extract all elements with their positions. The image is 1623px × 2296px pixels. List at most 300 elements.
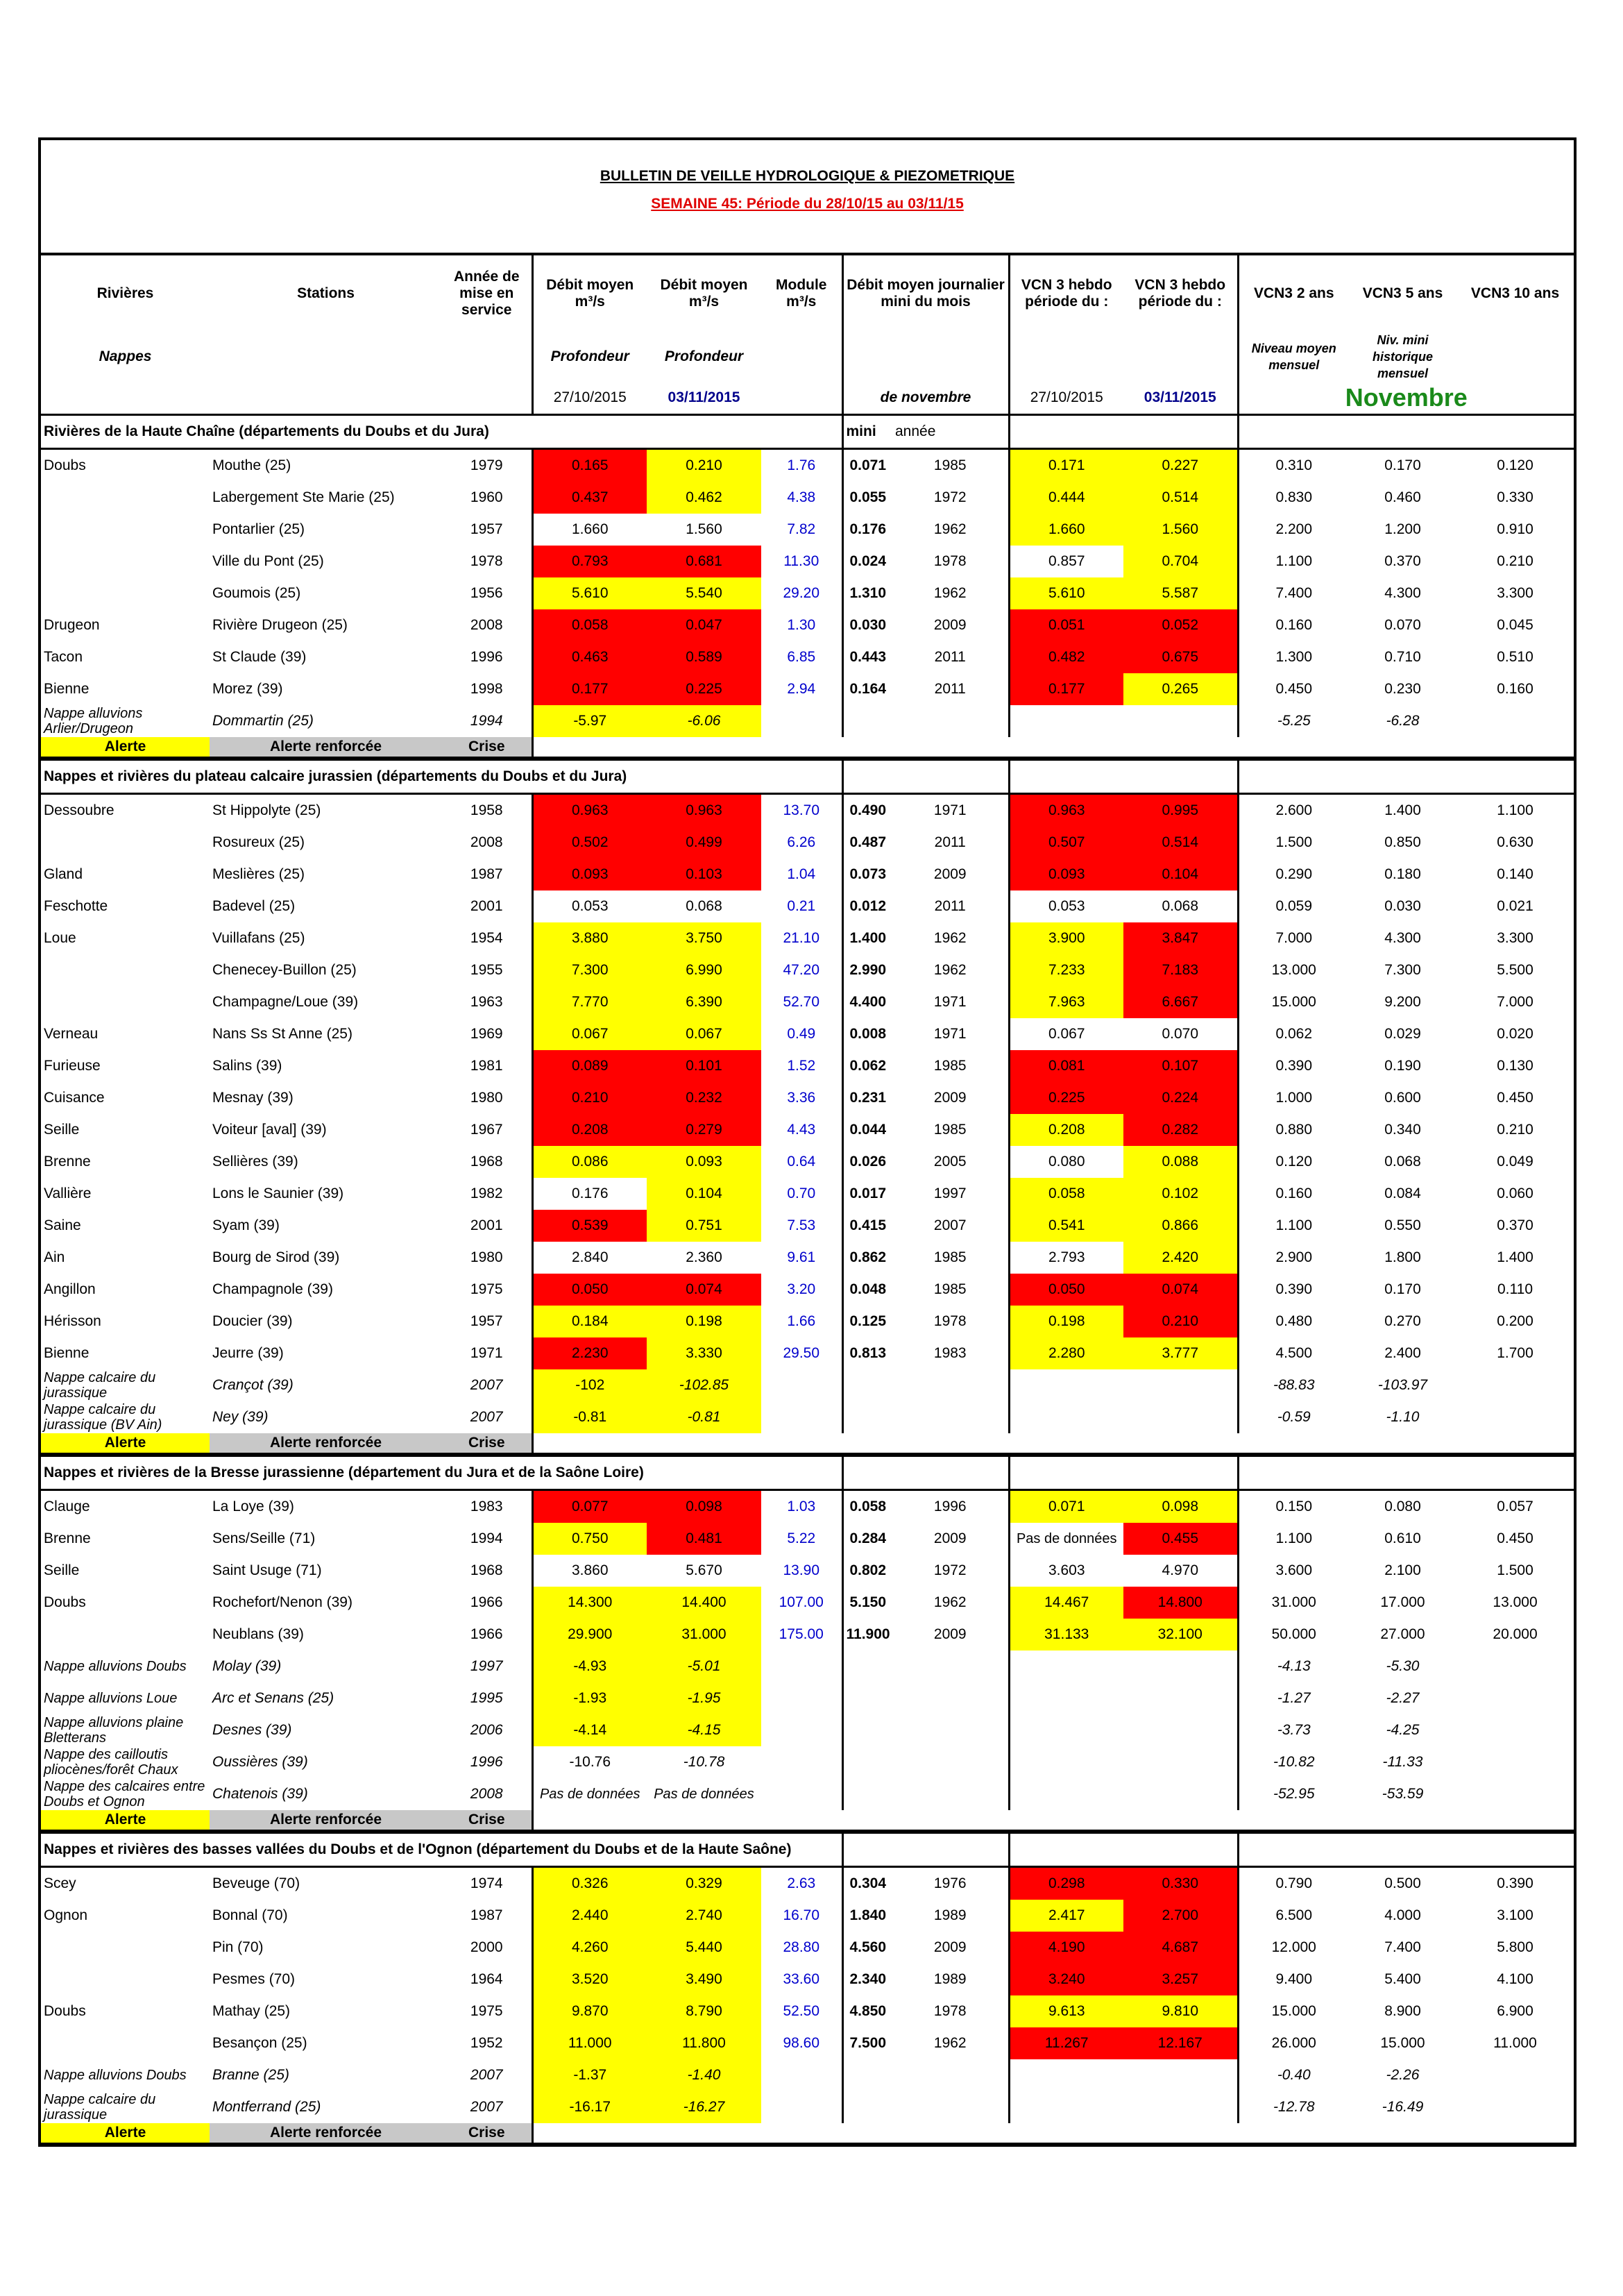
station-row <box>40 1274 1575 1306</box>
profondeur-03-11: Pas de données <box>647 1778 761 1810</box>
station-name: Goumois (25) <box>212 585 301 601</box>
debit-03-11: 3.490 <box>647 1964 761 1995</box>
debit-mini-value: 0.176 <box>842 514 892 546</box>
debit-mini-value: 11.900 <box>842 1619 892 1651</box>
vcn3-5ans-value: 5.400 <box>1384 1971 1421 1987</box>
vcn3-2ans-value: 1.100 <box>1238 1523 1349 1555</box>
station-year: 1983 <box>470 1499 503 1514</box>
vcn3-hebdo-27-10: 0.177 <box>1009 673 1123 705</box>
module-value: 1.66 <box>787 1313 816 1329</box>
vcn3-5ans-value: 0.029 <box>1384 1026 1421 1042</box>
col-stations: Stations <box>297 285 355 301</box>
station-year: 1979 <box>470 457 503 473</box>
niv-mini-value: -1.10 <box>1386 1409 1420 1425</box>
debit-03-11: 0.462 <box>647 482 761 514</box>
debit-mini-year: 1985 <box>933 1122 967 1138</box>
station-row <box>40 794 1575 827</box>
vcn3-5ans-value: 15.000 <box>1380 2035 1425 2051</box>
section-title: Rivières de la Haute Chaîne (départements du Doubs et du Jura) <box>40 415 842 449</box>
vcn3-hebdo-03-11: 2.420 <box>1123 1242 1238 1274</box>
debit-03-11: 0.232 <box>647 1082 761 1114</box>
station-row <box>40 577 1575 609</box>
station-row <box>40 1337 1575 1369</box>
profondeur-03-11: -10.78 <box>647 1746 761 1778</box>
station-name: Jeurre (39) <box>212 1345 284 1361</box>
station-row <box>40 1178 1575 1210</box>
debit-mini-year: 2011 <box>934 834 966 850</box>
vcn3-hebdo-03-11: 5.587 <box>1123 577 1238 609</box>
vcn3-5ans-value: 0.550 <box>1384 1217 1421 1233</box>
debit-27-10: 1.660 <box>532 514 647 546</box>
niveau-moyen-value: -3.73 <box>1238 1714 1349 1746</box>
station-name: Bonnal (70) <box>212 1907 288 1923</box>
debit-mini-value: 0.008 <box>842 1018 892 1050</box>
section-title-fill <box>842 759 1009 794</box>
legend-alerte-renforcee: Alerte renforcée <box>210 2123 442 2145</box>
module-value: 29.50 <box>783 1345 820 1361</box>
station-year: 2000 <box>470 1939 503 1955</box>
niveau-moyen-value: -0.40 <box>1238 2059 1349 2091</box>
river-name: Doubs <box>44 2003 86 2019</box>
debit-mini-year: 1985 <box>933 1058 967 1074</box>
station-year: 1956 <box>470 585 503 601</box>
module-value: 16.70 <box>783 1907 820 1923</box>
vcn3-5ans-value: 7.400 <box>1384 1939 1421 1955</box>
river-name: Bienne <box>44 681 90 697</box>
vcn3-hebdo-03-11: 6.667 <box>1123 986 1238 1018</box>
station-year: 2001 <box>470 1217 503 1233</box>
module-value: 98.60 <box>783 2035 820 2051</box>
station-name: Sellières (39) <box>212 1154 298 1170</box>
station-name: Voiteur [aval] (39) <box>212 1122 327 1138</box>
month-label: Novembre <box>1238 382 1575 415</box>
debit-03-11: 11.800 <box>647 2027 761 2059</box>
debit-03-11: 14.400 <box>647 1587 761 1619</box>
nappe-empty-vcn <box>1009 2091 1238 2123</box>
nappe-year: 1994 <box>470 713 503 729</box>
river-name: Doubs <box>44 457 86 473</box>
vcn3-2ans-value: 0.160 <box>1238 1178 1349 1210</box>
debit-mini-year: 2009 <box>933 1090 967 1106</box>
vcn3-10ans-value: 0.330 <box>1497 489 1533 505</box>
debit-mini-value: 0.048 <box>842 1274 892 1306</box>
station-name: La Loye (39) <box>212 1499 294 1514</box>
vcn3-hebdo-27-10: 0.482 <box>1009 641 1123 673</box>
profondeur-27-10: -102 <box>532 1369 647 1401</box>
vcn3-5ans-value: 0.190 <box>1384 1058 1421 1074</box>
vcn3-10ans-value: 3.300 <box>1497 930 1533 946</box>
station-year: 1974 <box>470 1875 503 1891</box>
niveau-moyen-value: -5.25 <box>1238 705 1349 737</box>
vcn3-5ans-value: 0.068 <box>1384 1154 1421 1170</box>
legend-crise: Crise <box>442 2123 532 2145</box>
nappe-name: Nappe alluvions Arlier/Drugeon <box>44 706 143 736</box>
nappe-year: 2007 <box>470 1409 503 1425</box>
label-niveau-moyen: Niveau moyen mensuel <box>1238 332 1349 382</box>
station-name: Morez (39) <box>212 681 283 697</box>
vcn3-hebdo-27-10: 0.071 <box>1009 1490 1123 1523</box>
nappe-row <box>40 1369 1575 1401</box>
debit-mini-value: 2.990 <box>842 954 892 986</box>
vcn3-2ans-value: 0.830 <box>1238 482 1349 514</box>
vcn3-hebdo-03-11: 0.210 <box>1123 1306 1238 1337</box>
nappe-name: Nappe alluvions Doubs <box>44 1659 187 1674</box>
profondeur-03-11: -4.15 <box>647 1714 761 1746</box>
vcn3-hebdo-27-10: 1.660 <box>1009 514 1123 546</box>
river-name <box>40 577 210 609</box>
module-value: 28.80 <box>783 1939 820 1955</box>
debit-03-11: 0.481 <box>647 1523 761 1555</box>
station-year: 1955 <box>470 962 503 978</box>
vcn3-10ans-value: 5.500 <box>1497 962 1533 978</box>
station-name: Bourg de Sirod (39) <box>212 1249 340 1265</box>
niveau-moyen-value: -4.13 <box>1238 1651 1349 1682</box>
vcn3-hebdo-27-10: 3.240 <box>1009 1964 1123 1995</box>
debit-27-10: 7.770 <box>532 986 647 1018</box>
debit-mini-value: 0.443 <box>842 641 892 673</box>
debit-mini-value: 0.862 <box>842 1242 892 1274</box>
vcn3-5ans-value: 0.460 <box>1384 489 1421 505</box>
vcn3-hebdo-03-11: 0.224 <box>1123 1082 1238 1114</box>
station-name: Ville du Pont (25) <box>212 553 324 569</box>
module-value: 33.60 <box>783 1971 820 1987</box>
vcn3-10ans-value: 1.700 <box>1497 1345 1533 1361</box>
vcn3-hebdo-27-10: Pas de données <box>1009 1523 1123 1555</box>
nappe-empty-mini <box>842 2091 1009 2123</box>
debit-03-11: 0.101 <box>647 1050 761 1082</box>
debit-03-11: 1.560 <box>647 514 761 546</box>
section-title-fill-vcn <box>1009 759 1238 794</box>
vcn3-2ans-value: 0.390 <box>1238 1274 1349 1306</box>
module-value: 6.85 <box>787 649 816 665</box>
river-name: Ognon <box>44 1907 88 1923</box>
vcn3-hebdo-27-10: 2.280 <box>1009 1337 1123 1369</box>
debit-03-11: 5.440 <box>647 1932 761 1964</box>
section-header-row <box>40 1832 1575 1867</box>
legend-row <box>40 1810 1575 1832</box>
nappe-station: Molay (39) <box>212 1658 282 1674</box>
vcn3-hebdo-27-10: 0.171 <box>1009 449 1123 482</box>
station-row <box>40 514 1575 546</box>
vcn3-5ans-value: 0.500 <box>1384 1875 1421 1891</box>
vcn3-2ans-value: 15.000 <box>1238 1995 1349 2027</box>
vcn3-hebdo-27-10: 7.233 <box>1009 954 1123 986</box>
title-bottom-row <box>40 218 1575 254</box>
vcn3-5ans-value: 7.300 <box>1384 962 1421 978</box>
nappe-name: Nappe alluvions Loue <box>44 1691 178 1706</box>
vcn3-hebdo-03-11: 3.257 <box>1123 1964 1238 1995</box>
module-value: 107.00 <box>779 1594 824 1610</box>
legend-alerte-renforcee: Alerte renforcée <box>210 1810 442 1832</box>
station-year: 1960 <box>470 489 503 505</box>
vcn3-10ans-value: 11.000 <box>1493 2035 1537 2051</box>
station-row <box>40 1018 1575 1050</box>
vcn3-2ans-value: 1.500 <box>1238 827 1349 859</box>
debit-mini-year: 1962 <box>933 585 967 601</box>
module-value: 4.38 <box>787 489 816 505</box>
vcn3-hebdo-27-10: 3.603 <box>1009 1555 1123 1587</box>
river-name: Loue <box>44 930 76 946</box>
vcn3-hebdo-27-10: 0.093 <box>1009 859 1123 890</box>
vcn3-2ans-value: 26.000 <box>1238 2027 1349 2059</box>
nappe-name: Nappe des cailloutis pliocènes/forêt Chaux <box>44 1747 178 1778</box>
river-name: Dessoubre <box>44 802 114 818</box>
debit-27-10: 0.210 <box>532 1082 647 1114</box>
debit-03-11: 0.329 <box>647 1867 761 1900</box>
vcn3-hebdo-03-11: 0.227 <box>1123 449 1238 482</box>
station-year: 1958 <box>470 802 503 818</box>
niv-mini-value: -11.33 <box>1382 1754 1423 1770</box>
profondeur-03-11: -16.27 <box>647 2091 761 2123</box>
module-value: 1.76 <box>787 457 816 473</box>
section-title-fill-vcn <box>1009 415 1238 449</box>
title-spacer-row <box>40 139 1575 162</box>
module-value: 47.20 <box>783 962 820 978</box>
station-name: Doucier (39) <box>212 1313 293 1329</box>
debit-27-10: 0.058 <box>532 609 647 641</box>
river-name <box>40 1932 210 1964</box>
nappe-empty-vcn <box>1009 1714 1238 1746</box>
legend-fill <box>532 2123 1575 2145</box>
vcn3-5ans-value: 8.900 <box>1384 2003 1421 2019</box>
station-row <box>40 1490 1575 1523</box>
debit-mini-value: 0.802 <box>842 1555 892 1587</box>
vcn3-5ans-value: 2.400 <box>1384 1345 1421 1361</box>
debit-03-11: 0.589 <box>647 641 761 673</box>
debit-mini-value: 0.490 <box>842 794 892 827</box>
niveau-moyen-value: -12.78 <box>1238 2091 1349 2123</box>
module-value: 1.03 <box>787 1499 816 1514</box>
station-row <box>40 546 1575 577</box>
river-name: Seille <box>44 1562 80 1578</box>
debit-27-10: 2.230 <box>532 1337 647 1369</box>
station-row <box>40 1114 1575 1146</box>
profondeur-27-10: -0.81 <box>532 1401 647 1433</box>
debit-mini-value: 0.030 <box>842 609 892 641</box>
debit-mini-year: 1971 <box>933 1026 967 1042</box>
debit-mini-value: 0.071 <box>842 449 892 482</box>
vcn3-10ans-value: 0.120 <box>1497 457 1533 473</box>
debit-mini-value: 4.850 <box>842 1995 892 2027</box>
vcn3-5ans-value: 2.100 <box>1384 1562 1421 1578</box>
station-year: 1982 <box>470 1185 503 1201</box>
vcn3-2ans-value: 6.500 <box>1238 1900 1349 1932</box>
nappe-year: 2007 <box>470 2067 503 2083</box>
debit-mini-year: 1972 <box>933 1562 967 1578</box>
vcn3-5ans-value: 4.000 <box>1384 1907 1421 1923</box>
vcn3-2ans-value: 1.100 <box>1238 546 1349 577</box>
station-year: 1975 <box>470 1281 503 1297</box>
vcn3-5ans-value: 0.610 <box>1384 1530 1421 1546</box>
vcn3-hebdo-03-11: 0.070 <box>1123 1018 1238 1050</box>
station-name: Beveuge (70) <box>212 1875 300 1891</box>
debit-mini-value: 0.024 <box>842 546 892 577</box>
vcn3-5ans-value: 0.850 <box>1384 834 1421 850</box>
debit-mini-year: 2007 <box>933 1217 967 1233</box>
station-name: Champagnole (39) <box>212 1281 333 1297</box>
debit-27-10: 0.750 <box>532 1523 647 1555</box>
vcn3-10ans-value: 3.100 <box>1497 1907 1533 1923</box>
river-name: Gland <box>44 866 83 882</box>
vcn3-10ans-value: 0.370 <box>1497 1217 1533 1233</box>
nappe-empty-vcn <box>1009 1651 1238 1682</box>
module-value: 13.70 <box>783 802 820 818</box>
debit-mini-year: 2011 <box>934 898 966 914</box>
station-year: 1981 <box>470 1058 503 1074</box>
debit-03-11: 0.104 <box>647 1178 761 1210</box>
nappe-empty-module <box>761 1401 842 1433</box>
vcn3-hebdo-03-11: 0.330 <box>1123 1867 1238 1900</box>
nappe-year: 1995 <box>470 1690 503 1706</box>
debit-mini-value: 0.073 <box>842 859 892 890</box>
debit-27-10: 0.463 <box>532 641 647 673</box>
station-year: 1968 <box>470 1562 503 1578</box>
legend-fill <box>532 737 1575 759</box>
nappe-empty-mini <box>842 1651 1009 1682</box>
date-2: 03/11/2015 <box>668 389 740 405</box>
river-name: Angillon <box>44 1281 96 1297</box>
debit-mini-year: 2009 <box>933 866 967 882</box>
niveau-moyen-value: -0.59 <box>1238 1401 1349 1433</box>
vcn3-hebdo-27-10: 14.467 <box>1009 1587 1123 1619</box>
debit-27-10: 0.050 <box>532 1274 647 1306</box>
vcn3-10ans-value: 4.100 <box>1497 1971 1533 1987</box>
profondeur-27-10: -16.17 <box>532 2091 647 2123</box>
station-row <box>40 2027 1575 2059</box>
river-name: Bienne <box>44 1345 90 1361</box>
debit-mini-year: 2011 <box>934 681 966 697</box>
section-title-fill-ref <box>1238 1455 1575 1490</box>
section-title-fill-ref <box>1238 1832 1575 1867</box>
vcn3-5ans-value: 0.270 <box>1384 1313 1421 1329</box>
niveau-moyen-value: -10.82 <box>1238 1746 1349 1778</box>
river-name: Furieuse <box>44 1058 101 1074</box>
niv-mini-value: -4.25 <box>1386 1722 1420 1738</box>
col-vcn3-hebdo-1: VCN 3 hebdo période du : <box>1009 254 1123 332</box>
subtitle-row <box>40 190 1575 218</box>
debit-03-11: 0.963 <box>647 794 761 827</box>
vcn3-2ans-value: 9.400 <box>1238 1964 1349 1995</box>
debit-03-11: 0.047 <box>647 609 761 641</box>
vcn3-5ans-value: 27.000 <box>1380 1626 1425 1642</box>
vcn3-10ans-value: 1.100 <box>1497 802 1533 818</box>
vcn3-hebdo-03-11: 0.074 <box>1123 1274 1238 1306</box>
station-name: Salins (39) <box>212 1058 282 1074</box>
debit-mini-year: 1962 <box>933 521 967 537</box>
vcn3-2ans-value: 2.200 <box>1238 514 1349 546</box>
vcn3-hebdo-03-11: 0.704 <box>1123 546 1238 577</box>
nappe-empty-vcn <box>1009 1369 1238 1401</box>
nappe-year: 2007 <box>470 2099 503 2115</box>
nappe-name: Nappe calcaire du jurassique <box>44 1370 156 1401</box>
vcn3-hebdo-27-10: 0.053 <box>1009 890 1123 922</box>
vcn3-5ans-value: 0.170 <box>1384 1281 1421 1297</box>
debit-mini-value: 0.304 <box>842 1867 892 1900</box>
debit-mini-value: 5.150 <box>842 1587 892 1619</box>
vcn3-hebdo-03-11: 3.847 <box>1123 922 1238 954</box>
section-header-row <box>40 1455 1575 1490</box>
debit-03-11: 0.681 <box>647 546 761 577</box>
vcn3-10ans-value: 1.400 <box>1497 1249 1533 1265</box>
vcn3-hebdo-27-10: 11.267 <box>1009 2027 1123 2059</box>
debit-03-11: 0.279 <box>647 1114 761 1146</box>
vcn3-hebdo-03-11: 0.514 <box>1123 482 1238 514</box>
module-value: 5.22 <box>787 1530 816 1546</box>
station-row <box>40 827 1575 859</box>
station-year: 1954 <box>470 930 503 946</box>
debit-27-10: 0.165 <box>532 449 647 482</box>
vcn3-5ans-value: 0.370 <box>1384 553 1421 569</box>
debit-mini-year: 1997 <box>933 1185 967 1201</box>
legend-alerte: Alerte <box>40 1810 210 1832</box>
vcn3-hebdo-27-10: 0.507 <box>1009 827 1123 859</box>
legend-alerte-renforcee: Alerte renforcée <box>210 1433 442 1455</box>
river-name: Hérisson <box>44 1313 101 1329</box>
debit-03-11: 6.990 <box>647 954 761 986</box>
nappe-station: Oussières (39) <box>212 1754 308 1770</box>
legend-crise: Crise <box>442 1433 532 1455</box>
station-row <box>40 1964 1575 1995</box>
legend-crise: Crise <box>442 737 532 759</box>
debit-03-11: 5.670 <box>647 1555 761 1587</box>
debit-27-10: 4.260 <box>532 1932 647 1964</box>
nappe-empty-vcn <box>1009 2059 1238 2091</box>
station-row <box>40 1555 1575 1587</box>
nappe-empty-module <box>761 1651 842 1682</box>
profondeur-27-10: -4.93 <box>532 1651 647 1682</box>
niveau-moyen-value: -88.83 <box>1238 1369 1349 1401</box>
station-name: St Claude (39) <box>212 649 307 665</box>
debit-mini-year: 2009 <box>933 1530 967 1546</box>
debit-27-10: 0.184 <box>532 1306 647 1337</box>
vcn3-10ans-value: 3.300 <box>1497 585 1533 601</box>
station-name: St Hippolyte (25) <box>212 802 321 818</box>
nappe-year: 2006 <box>470 1722 503 1738</box>
station-row <box>40 986 1575 1018</box>
station-name: Rosureux (25) <box>212 834 305 850</box>
station-row <box>40 890 1575 922</box>
debit-mini-value: 0.125 <box>842 1306 892 1337</box>
col-debit-mini: Débit moyen journalier mini du mois <box>842 254 1009 332</box>
vcn3-5ans-value: 0.340 <box>1384 1122 1421 1138</box>
vcn3-10ans-value: 0.210 <box>1497 553 1533 569</box>
station-name: Pesmes (70) <box>212 1971 296 1987</box>
debit-mini-value: 0.017 <box>842 1178 892 1210</box>
river-name <box>40 546 210 577</box>
vcn3-2ans-value: 4.500 <box>1238 1337 1349 1369</box>
debit-27-10: 11.000 <box>532 2027 647 2059</box>
vcn3-5ans-value: 0.230 <box>1384 681 1421 697</box>
nappe-empty-module <box>761 1714 842 1746</box>
nappe-empty-module <box>761 705 842 737</box>
profondeur-27-10: Pas de données <box>532 1778 647 1810</box>
vcn3-2ans-value: 50.000 <box>1238 1619 1349 1651</box>
debit-27-10: 9.870 <box>532 1995 647 2027</box>
debit-mini-year: 1985 <box>933 457 967 473</box>
vcn3-10ans-value: 0.160 <box>1497 681 1533 697</box>
station-row <box>40 1867 1575 1900</box>
vcn3-2ans-value: 31.000 <box>1238 1587 1349 1619</box>
station-year: 2008 <box>470 834 503 850</box>
nappe-empty-module <box>761 1746 842 1778</box>
nappe-station: Crançot (39) <box>212 1377 294 1393</box>
debit-mini-year: 1985 <box>933 1249 967 1265</box>
nappe-empty-10ans <box>1456 2059 1575 2091</box>
vcn3-10ans-value: 0.021 <box>1497 898 1533 914</box>
vcn3-hebdo-27-10: 7.963 <box>1009 986 1123 1018</box>
station-name: Mesnay (39) <box>212 1090 294 1106</box>
vcn3-5ans-value: 17.000 <box>1380 1594 1425 1610</box>
